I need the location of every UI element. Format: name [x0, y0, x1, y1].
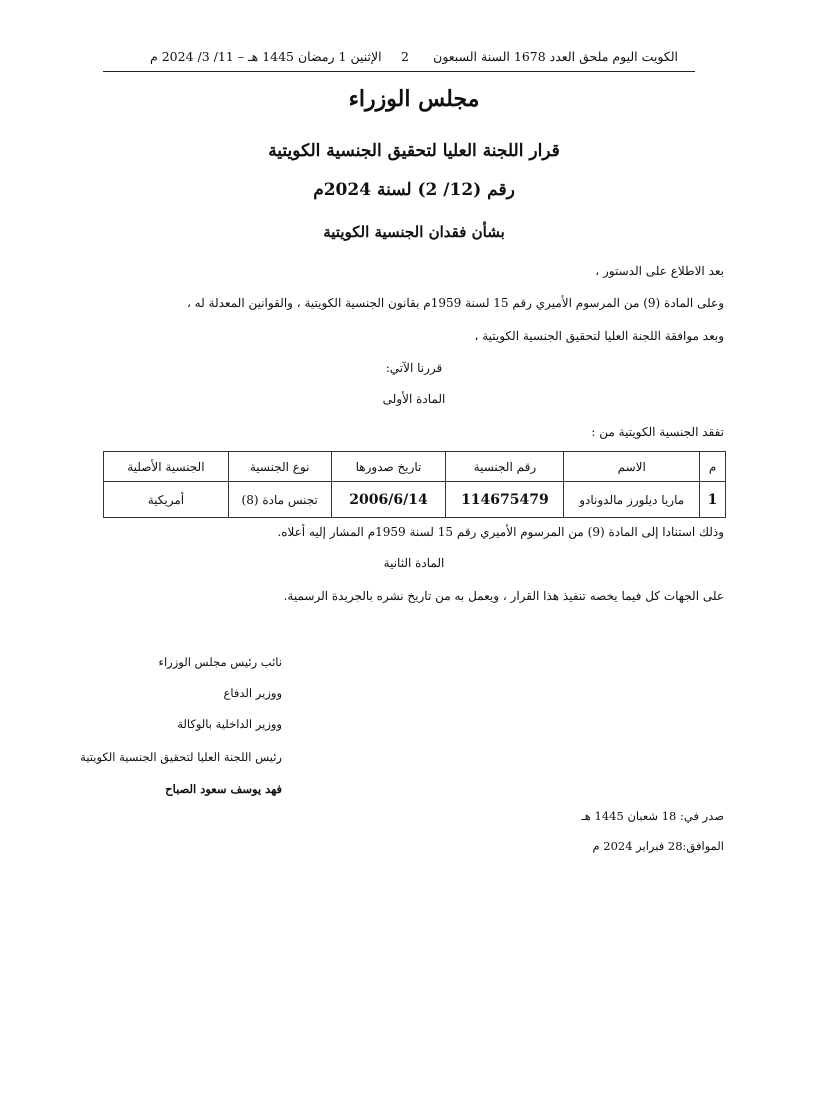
table-header-row	[104, 452, 726, 482]
signatory-title: رئيس اللجنة العليا لتحقيق الجنسية الكويتية	[80, 750, 282, 764]
article1-footer: وذلك استنادا إلى المادة (9) من المرسوم الأميري رقم 15 لسنة 1959م المشار إليه أعلاه.	[277, 525, 724, 539]
column-header: الجنسية الأصلية	[104, 452, 229, 482]
issue-date: 2006/6/14	[331, 482, 446, 518]
column-header: الاسم	[564, 452, 700, 482]
signatory-title: ووزير الدفاع	[223, 686, 282, 700]
decision-title: قرار اللجنة العليا لتحقيق الجنسية الكويتية	[268, 141, 560, 161]
council-title: مجلس الوزراء	[348, 86, 480, 112]
header-page-number: 2	[401, 49, 409, 64]
table-row	[104, 482, 726, 518]
nationality-table	[103, 451, 726, 518]
header-date: الإثنين 1 رمضان 1445 هـ – 11/ 3/ 2024 م	[150, 49, 382, 64]
original-nationality: أمريكية	[104, 482, 229, 518]
row-index: 1	[700, 482, 726, 518]
signatory-title: نائب رئيس مجلس الوزراء	[158, 655, 282, 669]
article2-heading: المادة الثانية	[383, 556, 445, 570]
article1-heading: المادة الأولى	[382, 392, 446, 406]
header-divider	[103, 71, 695, 72]
header-publication: الكويت اليوم ملحق العدد 1678 السنة السبعون	[433, 49, 678, 64]
article1-intro: تفقد الجنسية الكويتية من :	[591, 425, 724, 439]
issued-gregorian: الموافق:28 فبراير 2024 م	[592, 839, 724, 853]
article2-text: على الجهات كل فيما يخصه تنفيذ هذا القرار ، ويعمل به من تاريخ نشره بالجريدة الرسمية.	[283, 589, 724, 603]
decision-number: رقم (12/ 2) لسنة 2024م	[313, 180, 515, 200]
preamble-line: وبعد موافقة اللجنة العليا لتحقيق الجنسية الكويتية ،	[474, 329, 724, 343]
column-header: رقم الجنسية	[446, 452, 564, 482]
signatory-name: فهد يوسف سعود الصباح	[165, 782, 282, 796]
column-header: نوع الجنسية	[228, 452, 331, 482]
nationality-type: تجنس مادة (8)	[228, 482, 331, 518]
preamble-line: بعد الاطلاع على الدستور ،	[595, 264, 724, 278]
nationality-number: 114675479	[446, 482, 564, 518]
person-name: ماريا ديلورز مالدونادو	[564, 482, 700, 518]
column-header: م	[700, 452, 726, 482]
column-header: تاريخ صدورها	[331, 452, 446, 482]
signatory-title: ووزير الداخلية بالوكالة	[177, 717, 282, 731]
decision-subject: بشأن فقدان الجنسية الكويتية	[323, 223, 505, 241]
preamble-line: وعلى المادة (9) من المرسوم الأميري رقم 15 لسنة 1959م بقانون الجنسية الكويتية ، والقوانين المعدلة له ،	[186, 296, 724, 310]
decided-heading: قررنا الآتي:	[385, 361, 443, 375]
issued-hijri: صدر في: 18 شعبان 1445 هـ	[581, 809, 724, 823]
